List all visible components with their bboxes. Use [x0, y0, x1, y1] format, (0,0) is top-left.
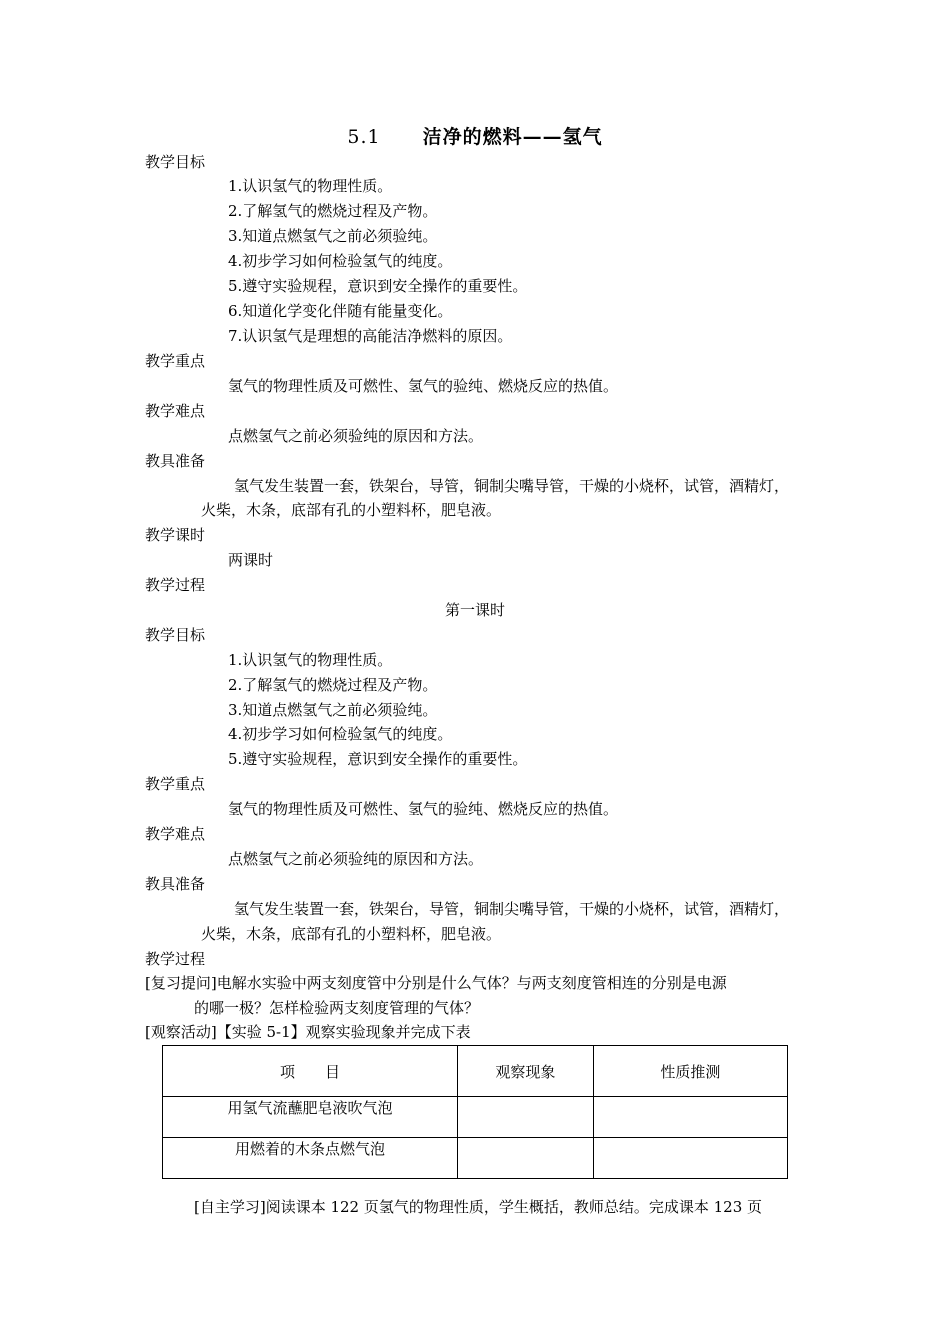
review-question-cont: 的哪一极？怎样检验两支刻度管理的气体？ — [194, 999, 480, 1017]
section-number: 5.1 — [347, 126, 381, 148]
table-cell-inference — [593, 1138, 787, 1179]
observe-activity: [观察活动]【实验 5-1】观察实验现象并完成下表 — [145, 1023, 471, 1041]
hours-heading: 教学课时 — [145, 526, 206, 544]
goal-item: 7.认识氢气是理想的高能洁净燃料的原因。 — [228, 327, 513, 345]
tools-heading: 教具准备 — [145, 452, 206, 470]
table-cell-item: 用燃着的木条点燃气泡 — [163, 1138, 458, 1179]
difficulty-heading: 教学难点 — [145, 825, 206, 843]
table-cell-observation — [458, 1138, 594, 1179]
process-heading: 教学过程 — [145, 576, 206, 594]
table-header-row — [163, 1046, 788, 1097]
goal-item: 5.遵守实验规程，意识到安全操作的重要性。 — [228, 277, 528, 295]
key-heading: 教学重点 — [145, 352, 206, 370]
tools-text-cont: 火柴，木条，底部有孔的小塑料杯，肥皂液。 — [201, 925, 502, 943]
process-heading: 教学过程 — [145, 950, 206, 968]
table-row — [163, 1138, 788, 1179]
goal-item: 3.知道点燃氢气之前必须验纯。 — [228, 701, 438, 719]
difficulty-text: 点燃氢气之前必须验纯的原因和方法。 — [228, 427, 484, 445]
goal-item: 1.认识氢气的物理性质。 — [228, 651, 393, 669]
difficulty-text: 点燃氢气之前必须验纯的原因和方法。 — [228, 850, 484, 868]
key-heading: 教学重点 — [145, 775, 206, 793]
goals-heading: 教学目标 — [145, 626, 206, 644]
page-title — [0, 122, 950, 149]
goal-item: 5.遵守实验规程，意识到安全操作的重要性。 — [228, 750, 528, 768]
goal-item: 1.认识氢气的物理性质。 — [228, 177, 393, 195]
title-text: 洁净的燃料——氢气 — [422, 126, 603, 148]
goal-item: 3.知道点燃氢气之前必须验纯。 — [228, 227, 438, 245]
table-row — [163, 1097, 788, 1138]
goal-item: 4.初步学习如何检验氢气的纯度。 — [228, 725, 453, 743]
goal-item: 2.了解氢气的燃烧过程及产物。 — [228, 202, 438, 220]
table-cell-observation — [458, 1097, 594, 1138]
observation-table — [162, 1045, 788, 1179]
key-text: 氢气的物理性质及可燃性、氢气的验纯、燃烧反应的热值。 — [228, 377, 619, 395]
hours-text: 两课时 — [228, 551, 274, 569]
goal-item: 4.初步学习如何检验氢气的纯度。 — [228, 252, 453, 270]
tools-text-cont: 火柴，木条，底部有孔的小塑料杯，肥皂液。 — [201, 501, 502, 519]
review-question: [复习提问]电解水实验中两支刻度管中分别是什么气体？与两支刻度管相连的分别是电源 — [145, 974, 727, 992]
column-header-item: 项 目 — [163, 1046, 458, 1097]
goals-heading: 教学目标 — [145, 153, 206, 171]
key-text: 氢气的物理性质及可燃性、氢气的验纯、燃烧反应的热值。 — [228, 800, 619, 818]
tools-text: 氢气发生装置一套，铁架台，导管，铜制尖嘴导管，干燥的小烧杯，试管，酒精灯， — [234, 477, 790, 495]
tools-text: 氢气发生装置一套，铁架台，导管，铜制尖嘴导管，干燥的小烧杯，试管，酒精灯， — [234, 900, 790, 918]
column-header-inference: 性质推测 — [593, 1046, 787, 1097]
goal-item: 2.了解氢气的燃烧过程及产物。 — [228, 676, 438, 694]
column-header-observation: 观察现象 — [458, 1046, 594, 1097]
lesson-heading: 第一课时 — [444, 601, 505, 619]
goal-item: 6.知道化学变化伴随有能量变化。 — [228, 302, 453, 320]
difficulty-heading: 教学难点 — [145, 402, 206, 420]
self-study: [自主学习]阅读课本 122 页氢气的物理性质，学生概括，教师总结。完成课本 123 页 — [194, 1198, 763, 1216]
table-cell-item: 用氢气流蘸肥皂液吹气泡 — [163, 1097, 458, 1138]
tools-heading: 教具准备 — [145, 875, 206, 893]
table-cell-inference — [593, 1097, 787, 1138]
